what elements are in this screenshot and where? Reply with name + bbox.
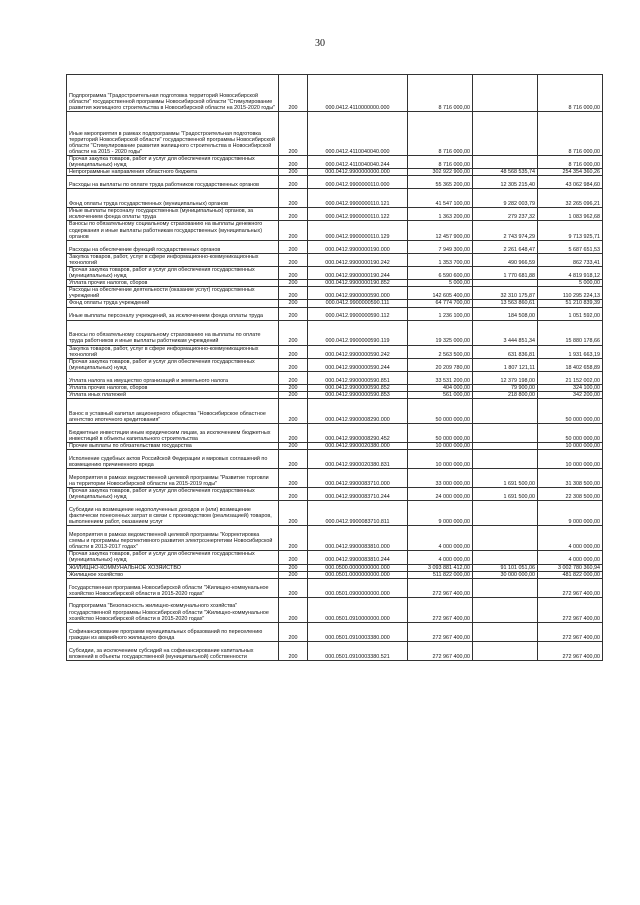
row-budget-code-cell: 000.0501.0910003380.000	[308, 622, 408, 641]
row-name-cell: Расходы на обеспечение деятельности (оказание услуг) государственных учреждений	[67, 287, 279, 300]
row-section-code-cell: 200	[279, 307, 308, 320]
row-executed-cell	[473, 280, 538, 287]
row-name-cell: Иные выплаты персоналу государственных (муниципальных) органов, за исключением фонда оплаты труда	[67, 208, 279, 221]
table-row	[67, 488, 603, 501]
row-name-cell: Исполнение судебных актов Российской Федерации и мировых соглашений по возмещению причиненного вреда	[67, 450, 279, 469]
table-row	[67, 300, 603, 307]
table-row	[67, 371, 603, 384]
row-section-code-cell: 200	[279, 526, 308, 551]
row-executed-cell: 30 000 000,00	[473, 571, 538, 578]
row-section-code-cell: 200	[279, 240, 308, 253]
row-approved-cell: 404 000,00	[408, 384, 473, 391]
table-row	[67, 287, 603, 300]
row-section-code-cell: 200	[279, 253, 308, 266]
row-approved-cell: 272 967 400,00	[408, 641, 473, 660]
row-remaining-cell: 324 100,00	[538, 384, 603, 391]
row-section-code-cell: 200	[279, 266, 308, 279]
row-budget-code-cell: 000.0412.9900000000.000	[308, 169, 408, 176]
row-approved-cell: 50 000 000,00	[408, 399, 473, 424]
row-remaining-cell: 4 000 000,00	[538, 551, 603, 564]
row-executed-cell	[473, 526, 538, 551]
row-name-cell: Субсидии на возмещение недополученных доходов и (или) возмещение фактически понесенных затрат в связи с производством (реализацией) товаров, выполнением работ, оказанием услуг	[67, 501, 279, 526]
row-name-cell: Софинансирование программ муниципальных образований по переселению граждан из аварийного жилищного фонда	[67, 622, 279, 641]
table-row	[67, 641, 603, 660]
row-executed-cell: 490 966,59	[473, 253, 538, 266]
row-name-cell: Иные выплаты персоналу учреждений, за исключением фонда оплаты труда	[67, 307, 279, 320]
table-row	[67, 424, 603, 443]
table-row	[67, 399, 603, 424]
row-approved-cell: 24 000 000,00	[408, 488, 473, 501]
row-section-code-cell: 200	[279, 287, 308, 300]
row-name-cell: Расходы на обеспечение функций государственных органов	[67, 240, 279, 253]
table-row	[67, 526, 603, 551]
row-name-cell: Прочая закупка товаров, работ и услуг для обеспечения государственных (муниципальных) нужд	[67, 551, 279, 564]
row-approved-cell: 19 325 000,00	[408, 320, 473, 345]
row-executed-cell	[473, 399, 538, 424]
row-approved-cell: 55 365 200,00	[408, 176, 473, 189]
row-budget-code-cell: 000.0412.9900008290.000	[308, 399, 408, 424]
row-remaining-cell: 1 931 663,19	[538, 345, 603, 358]
row-name-cell: Взносы по обязательному социальному страхованию на выплаты по оплате труда работников и иные выплаты работникам учреждений	[67, 320, 279, 345]
row-budget-code-cell: 000.0501.0910003380.521	[308, 641, 408, 660]
row-budget-code-cell: 000.0412.4110040040.244	[308, 156, 408, 169]
row-approved-cell: 20 209 780,00	[408, 358, 473, 371]
row-remaining-cell: 21 152 002,00	[538, 371, 603, 384]
row-remaining-cell: 9 000 000,00	[538, 501, 603, 526]
row-section-code-cell: 200	[279, 424, 308, 443]
row-remaining-cell: 8 716 000,00	[538, 112, 603, 156]
row-name-cell: Прочая закупка товаров, работ и услуг для обеспечения государственных (муниципальных) нужд	[67, 488, 279, 501]
row-budget-code-cell: 000.0412.9900000590.119	[308, 320, 408, 345]
table-row	[67, 384, 603, 391]
table-row	[67, 112, 603, 156]
table-row	[67, 266, 603, 279]
row-approved-cell: 12 457 900,00	[408, 221, 473, 240]
row-name-cell: Фонд оплаты труда учреждений	[67, 300, 279, 307]
row-section-code-cell: 200	[279, 112, 308, 156]
row-remaining-cell: 272 967 400,00	[538, 597, 603, 622]
table-row	[67, 280, 603, 287]
row-name-cell: Подпрограмма "Градостроительная подготовка территорий Новосибирской области" государственной программы Новосибирской области "Стимулирование развития жилищного строительства в Новосибирской области на 2015-2020 годы"	[67, 75, 279, 112]
row-approved-cell: 561 000,00	[408, 391, 473, 398]
row-budget-code-cell: 000.0412.9900000590.112	[308, 307, 408, 320]
row-approved-cell: 272 967 400,00	[408, 578, 473, 597]
row-name-cell: Мероприятия в рамках ведомственной целевой программы "Развитие торговли на территории Новосибирской области на 2015-2019 годы"	[67, 469, 279, 488]
row-budget-code-cell: 000.0501.0000000000.000	[308, 571, 408, 578]
row-name-cell: Уплата налога на имущество организаций и земельного налога	[67, 371, 279, 384]
row-remaining-cell: 8 716 000,00	[538, 156, 603, 169]
row-executed-cell: 1 807 121,11	[473, 358, 538, 371]
row-budget-code-cell: 000.0412.9900000110.121	[308, 189, 408, 208]
row-executed-cell	[473, 156, 538, 169]
row-remaining-cell: 4 000 000,00	[538, 526, 603, 551]
row-remaining-cell: 43 062 984,60	[538, 176, 603, 189]
row-approved-cell: 4 000 000,00	[408, 551, 473, 564]
table-row	[67, 469, 603, 488]
row-section-code-cell: 200	[279, 358, 308, 371]
row-budget-code-cell: 000.0412.9900008290.452	[308, 424, 408, 443]
row-executed-cell	[473, 622, 538, 641]
row-name-cell: Прочая закупка товаров, работ и услуг для обеспечения государственных (муниципальных) нужд	[67, 156, 279, 169]
row-remaining-cell: 1 051 592,00	[538, 307, 603, 320]
row-budget-code-cell: 000.0412.9900000590.244	[308, 358, 408, 371]
row-name-cell: Прочие выплаты по обязательствам государства	[67, 443, 279, 450]
row-section-code-cell: 200	[279, 208, 308, 221]
row-remaining-cell: 8 716 000,00	[538, 75, 603, 112]
row-executed-cell: 279 237,32	[473, 208, 538, 221]
row-remaining-cell: 9 713 925,71	[538, 221, 603, 240]
row-remaining-cell: 272 967 400,00	[538, 578, 603, 597]
row-budget-code-cell: 000.0412.9900020380.000	[308, 443, 408, 450]
row-executed-cell	[473, 597, 538, 622]
row-approved-cell: 302 922 900,00	[408, 169, 473, 176]
row-executed-cell: 1 691 500,00	[473, 488, 538, 501]
row-section-code-cell: 200	[279, 551, 308, 564]
row-section-code-cell: 200	[279, 391, 308, 398]
row-name-cell: Субсидии, за исключением субсидий на софинансирование капитальных вложений в объекты государственной (муниципальной) собственности	[67, 641, 279, 660]
table-row	[67, 578, 603, 597]
row-section-code-cell: 200	[279, 371, 308, 384]
row-name-cell: Государственная программа Новосибирской области "Жилищно-коммунальное хозяйство Новосибирской области в 2015-2020 годах"	[67, 578, 279, 597]
table-row	[67, 450, 603, 469]
table-row	[67, 307, 603, 320]
row-approved-cell: 142 605 400,00	[408, 287, 473, 300]
row-remaining-cell: 22 308 500,00	[538, 488, 603, 501]
row-approved-cell: 10 000 000,00	[408, 443, 473, 450]
row-remaining-cell: 4 819 918,12	[538, 266, 603, 279]
row-name-cell: Мероприятия в рамках ведомственной целевой программы "Корректировка схемы и программы перспективного развития электроэнергетики Новосибирской области в 2013-2017 годах"	[67, 526, 279, 551]
row-executed-cell: 3 444 851,34	[473, 320, 538, 345]
row-budget-code-cell: 000.0412.9900000110.122	[308, 208, 408, 221]
row-name-cell: Непрограммные направления областного бюджета	[67, 169, 279, 176]
row-remaining-cell: 15 880 178,66	[538, 320, 603, 345]
row-section-code-cell: 200	[279, 571, 308, 578]
row-executed-cell: 1 770 681,88	[473, 266, 538, 279]
row-executed-cell: 12 379 198,00	[473, 371, 538, 384]
row-budget-code-cell: 000.0412.9900000190.000	[308, 240, 408, 253]
table-row	[67, 176, 603, 189]
row-executed-cell	[473, 450, 538, 469]
table-row	[67, 75, 603, 112]
row-name-cell: Расходы на выплаты по оплате труда работников государственных органов	[67, 176, 279, 189]
row-approved-cell: 64 774 700,00	[408, 300, 473, 307]
row-executed-cell: 12 305 215,40	[473, 176, 538, 189]
row-approved-cell: 1 353 700,00	[408, 253, 473, 266]
row-remaining-cell: 10 000 000,00	[538, 450, 603, 469]
row-section-code-cell: 200	[279, 384, 308, 391]
table-row	[67, 253, 603, 266]
row-executed-cell: 2 743 974,29	[473, 221, 538, 240]
row-approved-cell: 272 967 400,00	[408, 622, 473, 641]
row-executed-cell	[473, 551, 538, 564]
row-remaining-cell: 254 354 360,26	[538, 169, 603, 176]
row-remaining-cell: 32 265 096,21	[538, 189, 603, 208]
row-executed-cell	[473, 578, 538, 597]
row-budget-code-cell: 000.0412.4110000000.000	[308, 75, 408, 112]
row-name-cell: Закупка товаров, работ, услуг в сфере информационно-коммуникационных технологий	[67, 253, 279, 266]
row-approved-cell: 5 000,00	[408, 280, 473, 287]
row-remaining-cell: 272 967 400,00	[538, 622, 603, 641]
row-remaining-cell: 110 295 224,13	[538, 287, 603, 300]
table-row	[67, 320, 603, 345]
row-remaining-cell: 3 002 780 360,94	[538, 564, 603, 571]
row-section-code-cell: 200	[279, 641, 308, 660]
row-remaining-cell: 50 000 000,00	[538, 424, 603, 443]
row-approved-cell: 41 547 100,00	[408, 189, 473, 208]
row-budget-code-cell: 000.0412.9900000590.853	[308, 391, 408, 398]
row-section-code-cell: 200	[279, 443, 308, 450]
row-name-cell: Фонд оплаты труда государственных (муниципальных) органов	[67, 189, 279, 208]
row-name-cell: Уплата прочих налогов, сборов	[67, 384, 279, 391]
table-row	[67, 551, 603, 564]
row-remaining-cell: 1 083 962,68	[538, 208, 603, 221]
row-budget-code-cell: 000.0412.9900000190.852	[308, 280, 408, 287]
row-section-code-cell: 200	[279, 488, 308, 501]
row-name-cell: Прочая закупка товаров, работ и услуг для обеспечения государственных (муниципальных) нужд	[67, 266, 279, 279]
row-executed-cell: 9 282 003,79	[473, 189, 538, 208]
budget-table-body	[67, 75, 603, 661]
row-approved-cell: 33 531 200,00	[408, 371, 473, 384]
row-budget-code-cell: 000.0412.9900000110.000	[308, 176, 408, 189]
row-section-code-cell: 200	[279, 300, 308, 307]
row-executed-cell: 1 691 500,00	[473, 469, 538, 488]
table-row	[67, 189, 603, 208]
row-approved-cell: 10 000 000,00	[408, 450, 473, 469]
row-executed-cell	[473, 641, 538, 660]
row-budget-code-cell: 000.0412.9900000590.852	[308, 384, 408, 391]
row-budget-code-cell: 000.0501.0900000000.000	[308, 578, 408, 597]
row-approved-cell: 8 716 000,00	[408, 156, 473, 169]
row-section-code-cell: 200	[279, 280, 308, 287]
row-remaining-cell: 5 687 651,53	[538, 240, 603, 253]
row-budget-code-cell: 000.0412.9900083810.000	[308, 526, 408, 551]
table-row	[67, 156, 603, 169]
row-approved-cell: 4 000 000,00	[408, 526, 473, 551]
table-row	[67, 391, 603, 398]
row-approved-cell: 1 363 200,00	[408, 208, 473, 221]
table-row	[67, 571, 603, 578]
table-row	[67, 597, 603, 622]
row-budget-code-cell: 000.0412.9900083710.244	[308, 488, 408, 501]
row-section-code-cell: 200	[279, 75, 308, 112]
row-section-code-cell: 200	[279, 156, 308, 169]
row-remaining-cell: 862 733,41	[538, 253, 603, 266]
row-budget-code-cell: 000.0412.9900000590.242	[308, 345, 408, 358]
row-remaining-cell: 31 308 500,00	[538, 469, 603, 488]
row-executed-cell	[473, 112, 538, 156]
row-name-cell: ЖИЛИЩНО-КОММУНАЛЬНОЕ ХОЗЯЙСТВО	[67, 564, 279, 571]
row-remaining-cell: 5 000,00	[538, 280, 603, 287]
row-budget-code-cell: 000.0412.9900000590.851	[308, 371, 408, 384]
row-name-cell: Подпрограмма "Безопасность жилищно-коммунального хозяйства" государственной программы Новосибирской области "Жилищно-коммунальное хозяйство Новосибирской области в 2015-2020 годах"	[67, 597, 279, 622]
row-approved-cell: 6 590 600,00	[408, 266, 473, 279]
row-section-code-cell: 200	[279, 578, 308, 597]
row-name-cell: Взносы по обязательному социальному страхованию на выплаты денежного содержания и иные выплаты работникам государственных (муниципальных) органов	[67, 221, 279, 240]
page-number: 30	[315, 38, 325, 49]
budget-table	[66, 74, 603, 661]
row-executed-cell: 32 310 175,87	[473, 287, 538, 300]
row-budget-code-cell: 000.0412.9900083710.811	[308, 501, 408, 526]
row-section-code-cell: 200	[279, 345, 308, 358]
row-budget-code-cell: 000.0412.9900000110.129	[308, 221, 408, 240]
table-row	[67, 169, 603, 176]
table-row	[67, 358, 603, 371]
row-executed-cell: 13 563 860,61	[473, 300, 538, 307]
row-approved-cell: 2 563 500,00	[408, 345, 473, 358]
row-section-code-cell: 200	[279, 564, 308, 571]
row-name-cell: Бюджетные инвестиции иным юридическим лицам, за исключением бюджетных инвестиций в объекты капитального строительства	[67, 424, 279, 443]
row-section-code-cell: 200	[279, 399, 308, 424]
table-row	[67, 345, 603, 358]
row-approved-cell: 1 236 100,00	[408, 307, 473, 320]
table-row	[67, 501, 603, 526]
row-executed-cell: 218 800,00	[473, 391, 538, 398]
row-executed-cell	[473, 424, 538, 443]
row-budget-code-cell: 000.0412.9900000190.242	[308, 253, 408, 266]
row-remaining-cell: 10 000 000,00	[538, 443, 603, 450]
row-approved-cell: 3 093 881 412,00	[408, 564, 473, 571]
row-remaining-cell: 272 967 400,00	[538, 641, 603, 660]
row-budget-code-cell: 000.0412.9900083810.244	[308, 551, 408, 564]
row-remaining-cell: 50 000 000,00	[538, 399, 603, 424]
row-budget-code-cell: 000.0412.9900000590.111	[308, 300, 408, 307]
row-executed-cell: 184 508,00	[473, 307, 538, 320]
row-approved-cell: 9 000 000,00	[408, 501, 473, 526]
row-budget-code-cell: 000.0501.0910000000.000	[308, 597, 408, 622]
row-budget-code-cell: 000.0412.9900020380.831	[308, 450, 408, 469]
row-executed-cell: 631 836,81	[473, 345, 538, 358]
row-executed-cell: 48 568 535,74	[473, 169, 538, 176]
table-row	[67, 240, 603, 253]
row-section-code-cell: 200	[279, 597, 308, 622]
row-remaining-cell: 342 200,00	[538, 391, 603, 398]
row-name-cell: Жилищное хозяйство	[67, 571, 279, 578]
row-approved-cell: 272 967 400,00	[408, 597, 473, 622]
row-remaining-cell: 481 822 000,00	[538, 571, 603, 578]
row-budget-code-cell: 000.0412.4110040040.000	[308, 112, 408, 156]
row-approved-cell: 33 000 000,00	[408, 469, 473, 488]
row-section-code-cell: 200	[279, 189, 308, 208]
row-section-code-cell: 200	[279, 450, 308, 469]
row-executed-cell: 2 261 648,47	[473, 240, 538, 253]
row-approved-cell: 8 716 000,00	[408, 112, 473, 156]
row-section-code-cell: 200	[279, 469, 308, 488]
row-remaining-cell: 18 402 658,89	[538, 358, 603, 371]
row-executed-cell	[473, 75, 538, 112]
table-row	[67, 622, 603, 641]
row-name-cell: Иные мероприятия в рамках подпрограммы "Градостроительная подготовка территорий Новосибирской области" государственной программы Новосибирской области "Стимулирование развития жилищного строительства в Новосибирской области на 2015 - 2020 годы"	[67, 112, 279, 156]
table-row	[67, 221, 603, 240]
row-section-code-cell: 200	[279, 320, 308, 345]
table-row	[67, 208, 603, 221]
row-section-code-cell: 200	[279, 176, 308, 189]
row-section-code-cell: 200	[279, 221, 308, 240]
row-executed-cell	[473, 443, 538, 450]
row-remaining-cell: 51 210 839,39	[538, 300, 603, 307]
row-budget-code-cell: 000.0412.9900000590.000	[308, 287, 408, 300]
row-budget-code-cell: 000.0412.9900000190.244	[308, 266, 408, 279]
row-approved-cell: 8 716 000,00	[408, 75, 473, 112]
row-name-cell: Закупка товаров, работ, услуг в сфере информационно-коммуникационных технологий	[67, 345, 279, 358]
table-row	[67, 443, 603, 450]
row-approved-cell: 50 000 000,00	[408, 424, 473, 443]
row-section-code-cell: 200	[279, 169, 308, 176]
row-section-code-cell: 200	[279, 501, 308, 526]
row-name-cell: Уплата прочих налогов, сборов	[67, 280, 279, 287]
row-name-cell: Взнос в уставный капитал акционерного общества "Новосибирское областное агентство ипотечного кредитования"	[67, 399, 279, 424]
row-executed-cell	[473, 501, 538, 526]
table-row	[67, 564, 603, 571]
row-section-code-cell: 200	[279, 622, 308, 641]
row-approved-cell: 511 822 000,00	[408, 571, 473, 578]
row-name-cell: Уплата иных платежей	[67, 391, 279, 398]
row-budget-code-cell: 000.0500.0000000000.000	[308, 564, 408, 571]
row-budget-code-cell: 000.0412.9900083710.000	[308, 469, 408, 488]
row-executed-cell: 91 101 051,06	[473, 564, 538, 571]
row-name-cell: Прочая закупка товаров, работ и услуг для обеспечения государственных (муниципальных) нужд	[67, 358, 279, 371]
row-executed-cell: 79 900,00	[473, 384, 538, 391]
row-approved-cell: 7 949 300,00	[408, 240, 473, 253]
